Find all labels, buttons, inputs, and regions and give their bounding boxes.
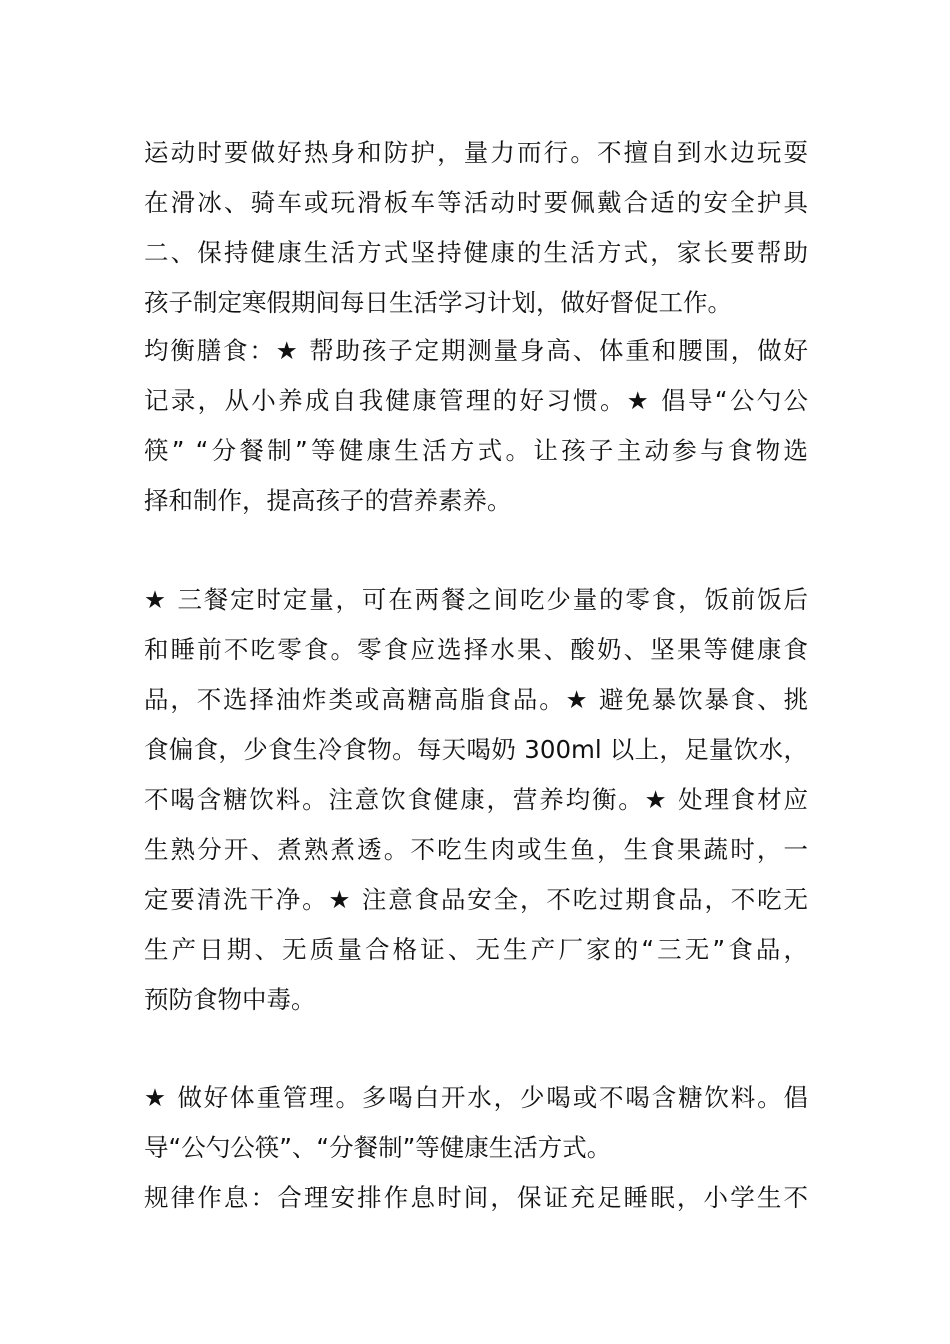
text-line: ★ 做好体重管理。多喝白开水，少喝或不喝含糖饮料。倡 xyxy=(144,1083,808,1112)
text-line: 孩子制定寒假期间每日生活学习计划，做好督促工作。 xyxy=(144,288,732,317)
text-line: 定要清洗干净。★ 注意食品安全，不吃过期食品，不吃无 xyxy=(144,885,808,914)
paragraph-4 xyxy=(144,1073,808,1223)
paragraph-2 xyxy=(144,326,808,526)
text-line: 导“公勺公筷”、“分餐制”等健康生活方式。 xyxy=(144,1133,612,1162)
text-line: 运动时要做好热身和防护，量力而行。不擅自到水边玩耍 xyxy=(144,138,808,167)
text-line: 预防食物中毒。 xyxy=(144,985,316,1014)
text-line: 择和制作，提高孩子的营养素养。 xyxy=(144,486,512,515)
text-line: 记录，从小养成自我健康管理的好习惯。★ 倡导“公勺公 xyxy=(144,386,808,415)
text-line: 不喝含糖饮料。注意饮食健康，营养均衡。★ 处理食材应 xyxy=(144,785,808,814)
paragraph-3 xyxy=(144,575,808,1025)
text-line: 食偏食，少食生冷食物。每天喝奶 300ml 以上，足量饮水， xyxy=(144,735,808,764)
text-line: 二、保持健康生活方式坚持健康的生活方式，家长要帮助 xyxy=(144,238,808,267)
text-line: 生产日期、无质量合格证、无生产厂家的“三无”食品， xyxy=(144,935,808,964)
text-line: 品，不选择油炸类或高糖高脂食品。★ 避免暴饮暴食、挑 xyxy=(144,685,808,714)
text-line: 筷” “分餐制”等健康生活方式。让孩子主动参与食物选 xyxy=(144,436,808,465)
paragraph-1 xyxy=(144,128,808,328)
text-line: 均衡膳食：★ 帮助孩子定期测量身高、体重和腰围，做好 xyxy=(144,336,808,365)
text-line: ★ 三餐定时定量，可在两餐之间吃少量的零食，饭前饭后 xyxy=(144,585,808,614)
text-line: 生熟分开、煮熟煮透。不吃生肉或生鱼，生食果蔬时，一 xyxy=(144,835,808,864)
text-line: 在滑冰、骑车或玩滑板车等活动时要佩戴合适的安全护具 xyxy=(144,188,808,217)
text-line: 规律作息：合理安排作息时间，保证充足睡眠，小学生不 xyxy=(144,1183,808,1212)
text-line: 和睡前不吃零食。零食应选择水果、酸奶、坚果等健康食 xyxy=(144,635,808,664)
